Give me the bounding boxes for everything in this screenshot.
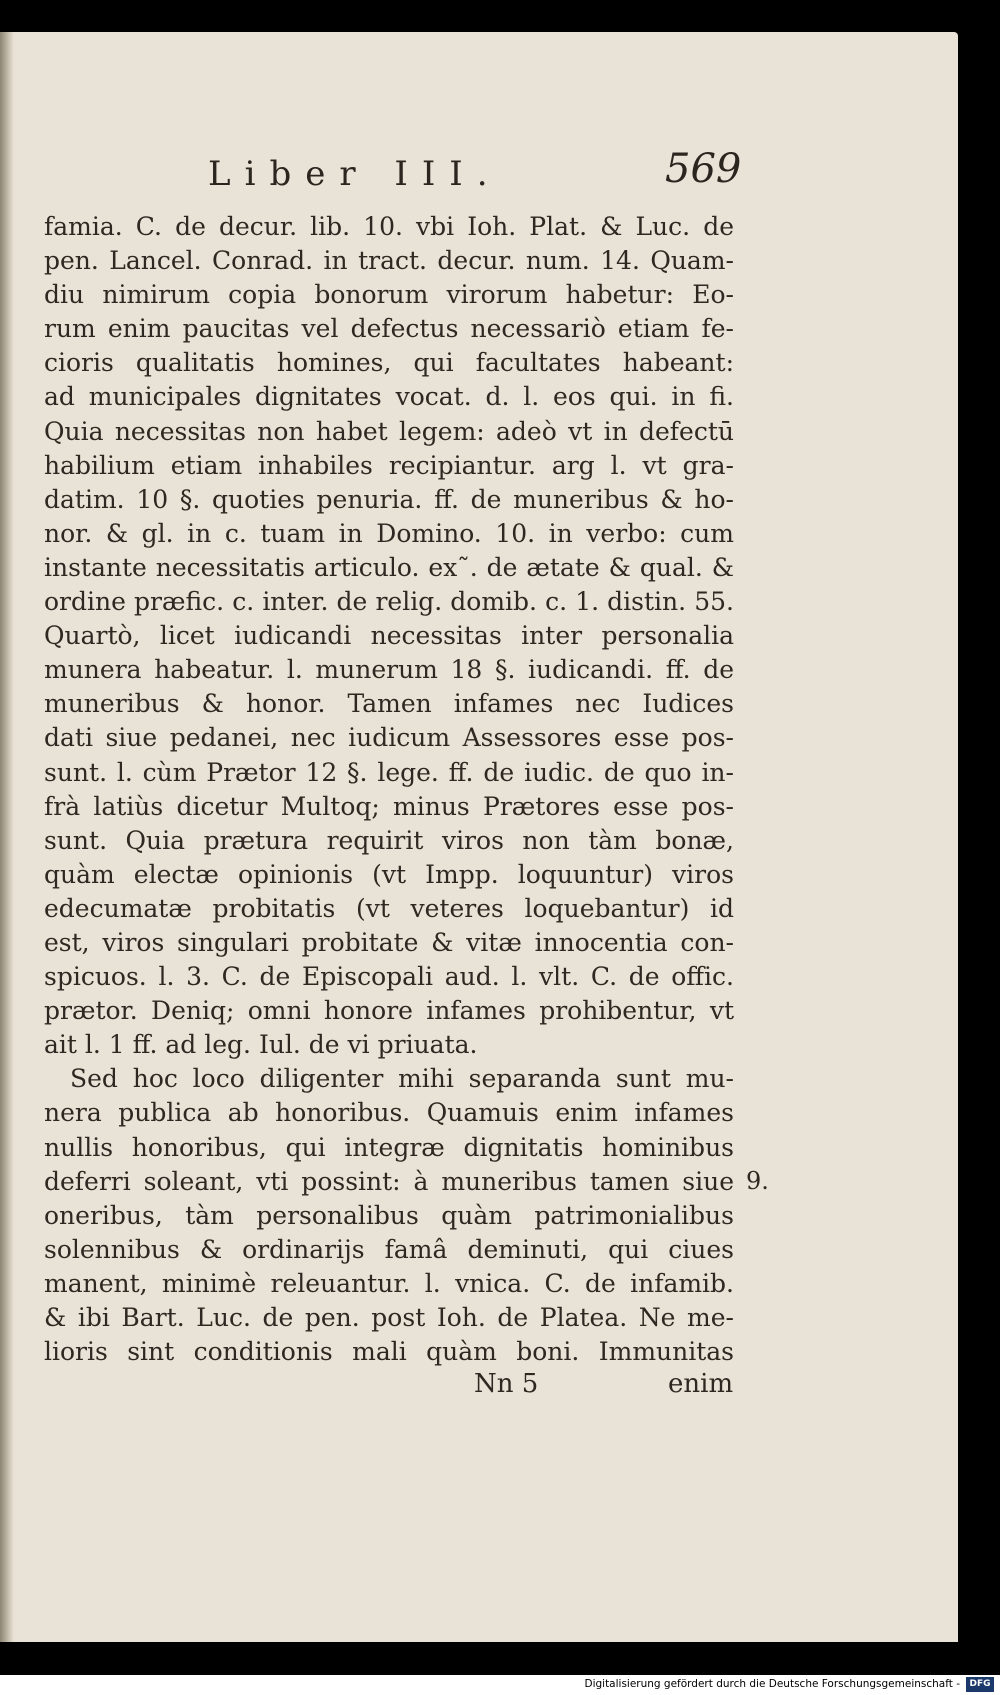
text-line: nera publica ab honoribus. Quamuis enim infames: [44, 1098, 734, 1128]
text-line: & ibi Bart. Luc. de pen. post Ioh. de Platea. Ne me-: [44, 1303, 734, 1332]
paragraph-end-line: ait l. 1 ff. ad leg. Iul. de vi priuata.: [44, 1030, 478, 1060]
text-line: Quartò, licet iudicandi necessitas inter personalia: [44, 621, 734, 651]
text-line: datim. 10 §. quoties penuria. ff. de muneribus & ho-: [44, 484, 734, 514]
book-page: [0, 32, 958, 1642]
text-line: famia. C. de decur. lib. 10. vbi Ioh. Plat. & Luc. de: [44, 212, 734, 241]
main-text-block: [44, 210, 734, 1369]
text-line: muneribus & honor. Tamen infames nec Iudices: [44, 689, 734, 719]
text-line: instante necessitatis articulo. ex˜. de ætate & qual. &: [44, 552, 734, 582]
text-line: Quia necessitas non habet legem: adeò vt in defectū: [44, 416, 734, 446]
signature-mark: Nn 5: [474, 1369, 539, 1399]
text-line: nullis honoribus, qui integræ dignitatis hominibus: [44, 1132, 734, 1162]
footer-credit-text: Digitalisierung gefördert durch die Deutsche Forschungsgemeinschaft -: [584, 1678, 960, 1690]
text-line: manent, minimè releuantur. l. vnica. C. de infamib.: [44, 1268, 734, 1298]
text-line: frà latiùs dicetur Multoq; minus Prætores esse pos-: [44, 791, 734, 821]
running-head: [0, 132, 958, 192]
text-line: rum enim paucitas vel defectus necessariò etiam fe-: [44, 314, 734, 344]
text-line: pen. Lancel. Conrad. in tract. decur. num. 14. Quam-: [44, 246, 734, 276]
text-line: lioris sint conditionis mali quàm boni. Immunitas: [44, 1337, 734, 1367]
page-binding-edge: [0, 32, 14, 1642]
text-line: dati siue pedanei, nec iudicum Assessores esse pos-: [44, 723, 734, 753]
text-line: est, viros singulari probitate & vitæ innocentia con-: [44, 927, 734, 957]
text-line: oneribus, tàm personalibus quàm patrimonialibus: [44, 1200, 734, 1230]
dfg-logo-icon: DFG: [966, 1677, 994, 1692]
text-line: habilium etiam inhabiles recipiantur. arg l. vt gra-: [44, 450, 734, 480]
text-line: quàm electæ opinionis (vt Impp. loquuntur) viros: [44, 859, 734, 889]
text-line: prætor. Deniq; omni honore infames prohibentur, vt: [44, 996, 734, 1026]
paragraph-start-line: Sed hoc loco diligenter mihi separanda sunt mu-: [70, 1064, 734, 1094]
text-line: cioris qualitatis homines, qui facultates habeant:: [44, 348, 734, 378]
text-line: munera habeatur. l. munerum 18 §. iudicandi. ff. de: [44, 655, 734, 685]
text-line: spicuos. l. 3. C. de Episcopali aud. l. vlt. C. de offic.: [44, 962, 734, 992]
running-head-title: Liber III.: [208, 154, 502, 194]
text-line: deferri soleant, vti possint: à muneribus tamen siue: [44, 1166, 734, 1196]
text-line: ad municipales dignitates vocat. d. l. eos qui. in fi.: [44, 382, 734, 412]
text-line: sunt. Quia prætura requirit viros non tàm bonæ,: [44, 825, 734, 855]
text-line: diu nimirum copia bonorum virorum habetur: Eo-: [44, 280, 734, 310]
text-line: ordine præfic. c. inter. de relig. domib. c. 1. distin. 55.: [44, 587, 734, 617]
footer-bar: [0, 1675, 1000, 1695]
marginal-note: 9.: [746, 1167, 769, 1195]
text-line: edecumatæ probitatis (vt veteres loquebantur) id: [44, 893, 734, 923]
folio-number: 569: [665, 146, 742, 192]
catchword: enim: [668, 1369, 734, 1399]
text-line: sunt. l. cùm Prætor 12 §. lege. ff. de iudic. de quo in-: [44, 757, 734, 787]
text-line: solennibus & ordinarijs famâ deminuti, qui ciues: [44, 1234, 734, 1264]
text-line: nor. & gl. in c. tuam in Domino. 10. in verbo: cum: [44, 518, 734, 548]
